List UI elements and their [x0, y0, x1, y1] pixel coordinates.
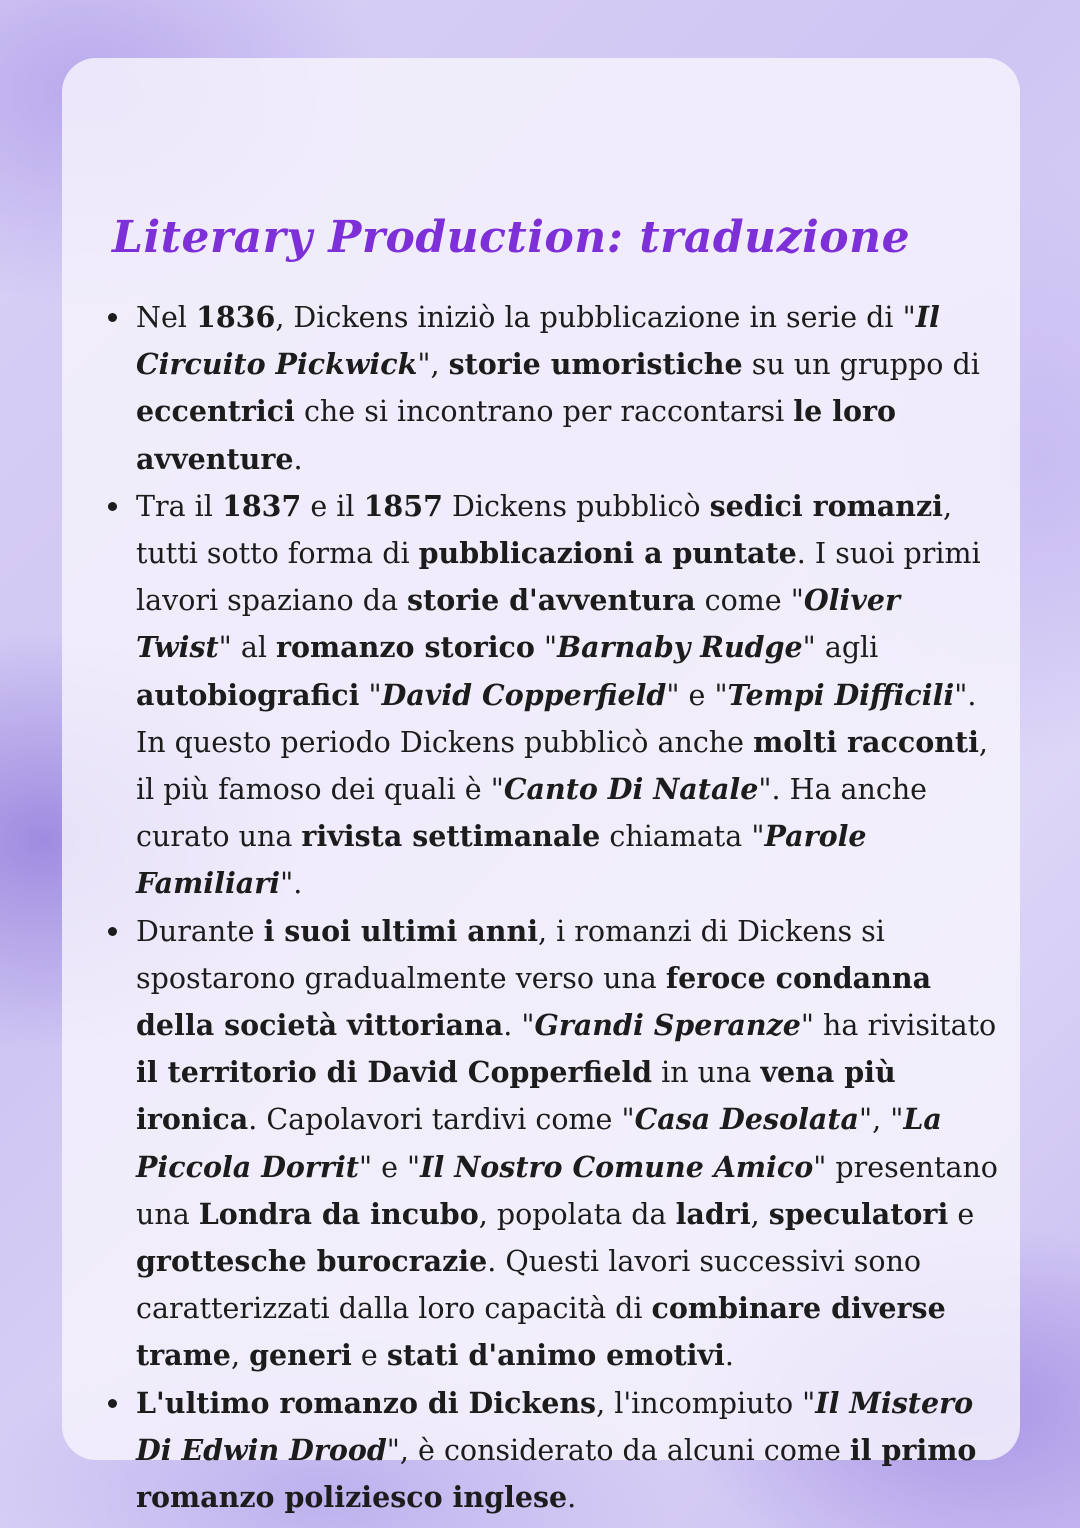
text-segment: ,: [750, 1197, 769, 1231]
text-segment: in una: [652, 1056, 761, 1090]
text-segment: speculatori: [768, 1196, 949, 1231]
text-segment: . Questi lavori successivi sono caratterizzati dalla loro capacità di: [136, 1245, 922, 1326]
text-segment: Nel: [136, 301, 196, 334]
list-item: [100, 908, 1000, 1380]
text-segment: " e ": [666, 678, 728, 712]
text-segment: ". Ha anche curato una: [136, 773, 928, 854]
text-segment: Barnaby Rudge: [557, 630, 803, 665]
text-segment: il primo romanzo poliziesco inglese: [136, 1432, 977, 1515]
text-segment: .: [724, 1339, 734, 1373]
text-segment: ": [534, 631, 558, 665]
text-segment: ". In questo periodo Dickens pubblicò anche: [136, 678, 977, 759]
text-segment: come ": [695, 584, 804, 618]
text-segment: . I suoi primi lavori spaziano da: [136, 537, 981, 618]
text-segment: i suoi ultimi anni: [263, 913, 539, 948]
text-segment: Il Mistero Di Edwin Drood: [136, 1385, 974, 1467]
text-segment: . ": [503, 1009, 535, 1043]
text-segment: ,: [230, 1339, 250, 1373]
text-segment: , il più famoso dei quali è ": [136, 725, 988, 807]
text-segment: Dickens pubblicò: [442, 489, 710, 523]
text-segment: stati d'animo emotivi: [386, 1338, 725, 1373]
text-segment: Oliver Twist: [136, 583, 901, 665]
page-title: Literary Production: traduzione: [112, 212, 911, 263]
text-segment: che si incontrano per raccontarsi: [294, 395, 794, 429]
text-segment: , Dickens iniziò la pubblicazione in serie di ": [275, 301, 916, 334]
text-segment: e: [351, 1339, 387, 1373]
text-segment: Il Nostro Comune Amico: [420, 1149, 814, 1184]
text-segment: vena più ironica: [136, 1055, 896, 1137]
text-segment: Canto Di Natale: [503, 772, 759, 807]
bullet-list: [100, 294, 1000, 1521]
text-segment: Tra il: [136, 489, 222, 523]
text-segment: David Copperfield: [381, 677, 667, 712]
text-segment: L'ultimo romanzo di Dickens: [136, 1385, 597, 1420]
text-segment: combinare diverse trame: [136, 1291, 946, 1373]
text-segment: , tutti sotto forma di: [136, 489, 953, 571]
text-segment: . Capolavori tardivi come ": [248, 1103, 635, 1137]
text-segment: storie umoristiche: [448, 347, 743, 382]
text-segment: generi: [249, 1338, 352, 1373]
list-item: [100, 1380, 1000, 1522]
text-segment: feroce condanna della società vittoriana: [136, 960, 932, 1043]
text-segment: Il Circuito Pickwick: [136, 300, 940, 382]
text-segment: grottesche burocrazie: [136, 1244, 488, 1279]
text-segment: " presentano una: [136, 1150, 998, 1231]
text-segment: 1857: [363, 488, 443, 523]
text-segment: Londra da incubo: [198, 1196, 479, 1231]
text-segment: ".: [280, 867, 303, 901]
text-segment: autobiografici: [136, 677, 360, 712]
text-segment: , i romanzi di Dickens si spostarono gradualmente verso una: [136, 914, 885, 995]
text-segment: chiamata ": [600, 820, 765, 854]
text-segment: ladri: [675, 1196, 751, 1231]
text-segment: 1836: [195, 300, 276, 334]
text-segment: Durante: [136, 914, 264, 948]
text-segment: pubblicazioni a puntate: [418, 536, 797, 571]
text-segment: " ha rivisitato: [800, 1009, 997, 1043]
text-segment: ", è considerato da alcuni come: [386, 1433, 850, 1467]
text-segment: ",: [417, 348, 449, 382]
text-segment: Grandi Speranze: [534, 1008, 801, 1043]
text-segment: storie d'avventura: [407, 583, 696, 618]
text-segment: " e ": [358, 1150, 421, 1184]
text-segment: " al: [218, 631, 276, 665]
list-item: [100, 483, 1000, 908]
text-segment: ", ": [859, 1103, 904, 1137]
text-segment: 1837: [221, 488, 302, 523]
text-segment: sedici romanzi: [709, 488, 944, 523]
text-segment: ": [359, 678, 382, 712]
text-segment: " agli: [802, 631, 879, 665]
text-segment: molti racconti: [753, 724, 979, 759]
text-segment: La Piccola Dorrit: [136, 1102, 942, 1184]
text-segment: , l'incompiuto ": [596, 1386, 816, 1420]
text-segment: .: [293, 442, 303, 476]
text-segment: rivista settimanale: [301, 819, 601, 854]
text-segment: il territorio di David Copperfield: [136, 1055, 653, 1090]
text-segment: , popolata da: [478, 1197, 676, 1231]
text-segment: e: [948, 1197, 975, 1231]
text-segment: Casa Desolata: [634, 1102, 860, 1137]
text-segment: Parole Familiari: [136, 819, 867, 901]
text-segment: e il: [301, 489, 364, 523]
text-segment: eccentrici: [136, 394, 295, 429]
text-segment: romanzo storico: [276, 630, 535, 665]
list-item: [100, 294, 1000, 483]
text-segment: le loro avventure: [136, 394, 897, 476]
text-segment: Tempi Difficili: [727, 677, 955, 712]
text-segment: su un gruppo di: [742, 348, 980, 382]
text-segment: .: [567, 1481, 577, 1515]
